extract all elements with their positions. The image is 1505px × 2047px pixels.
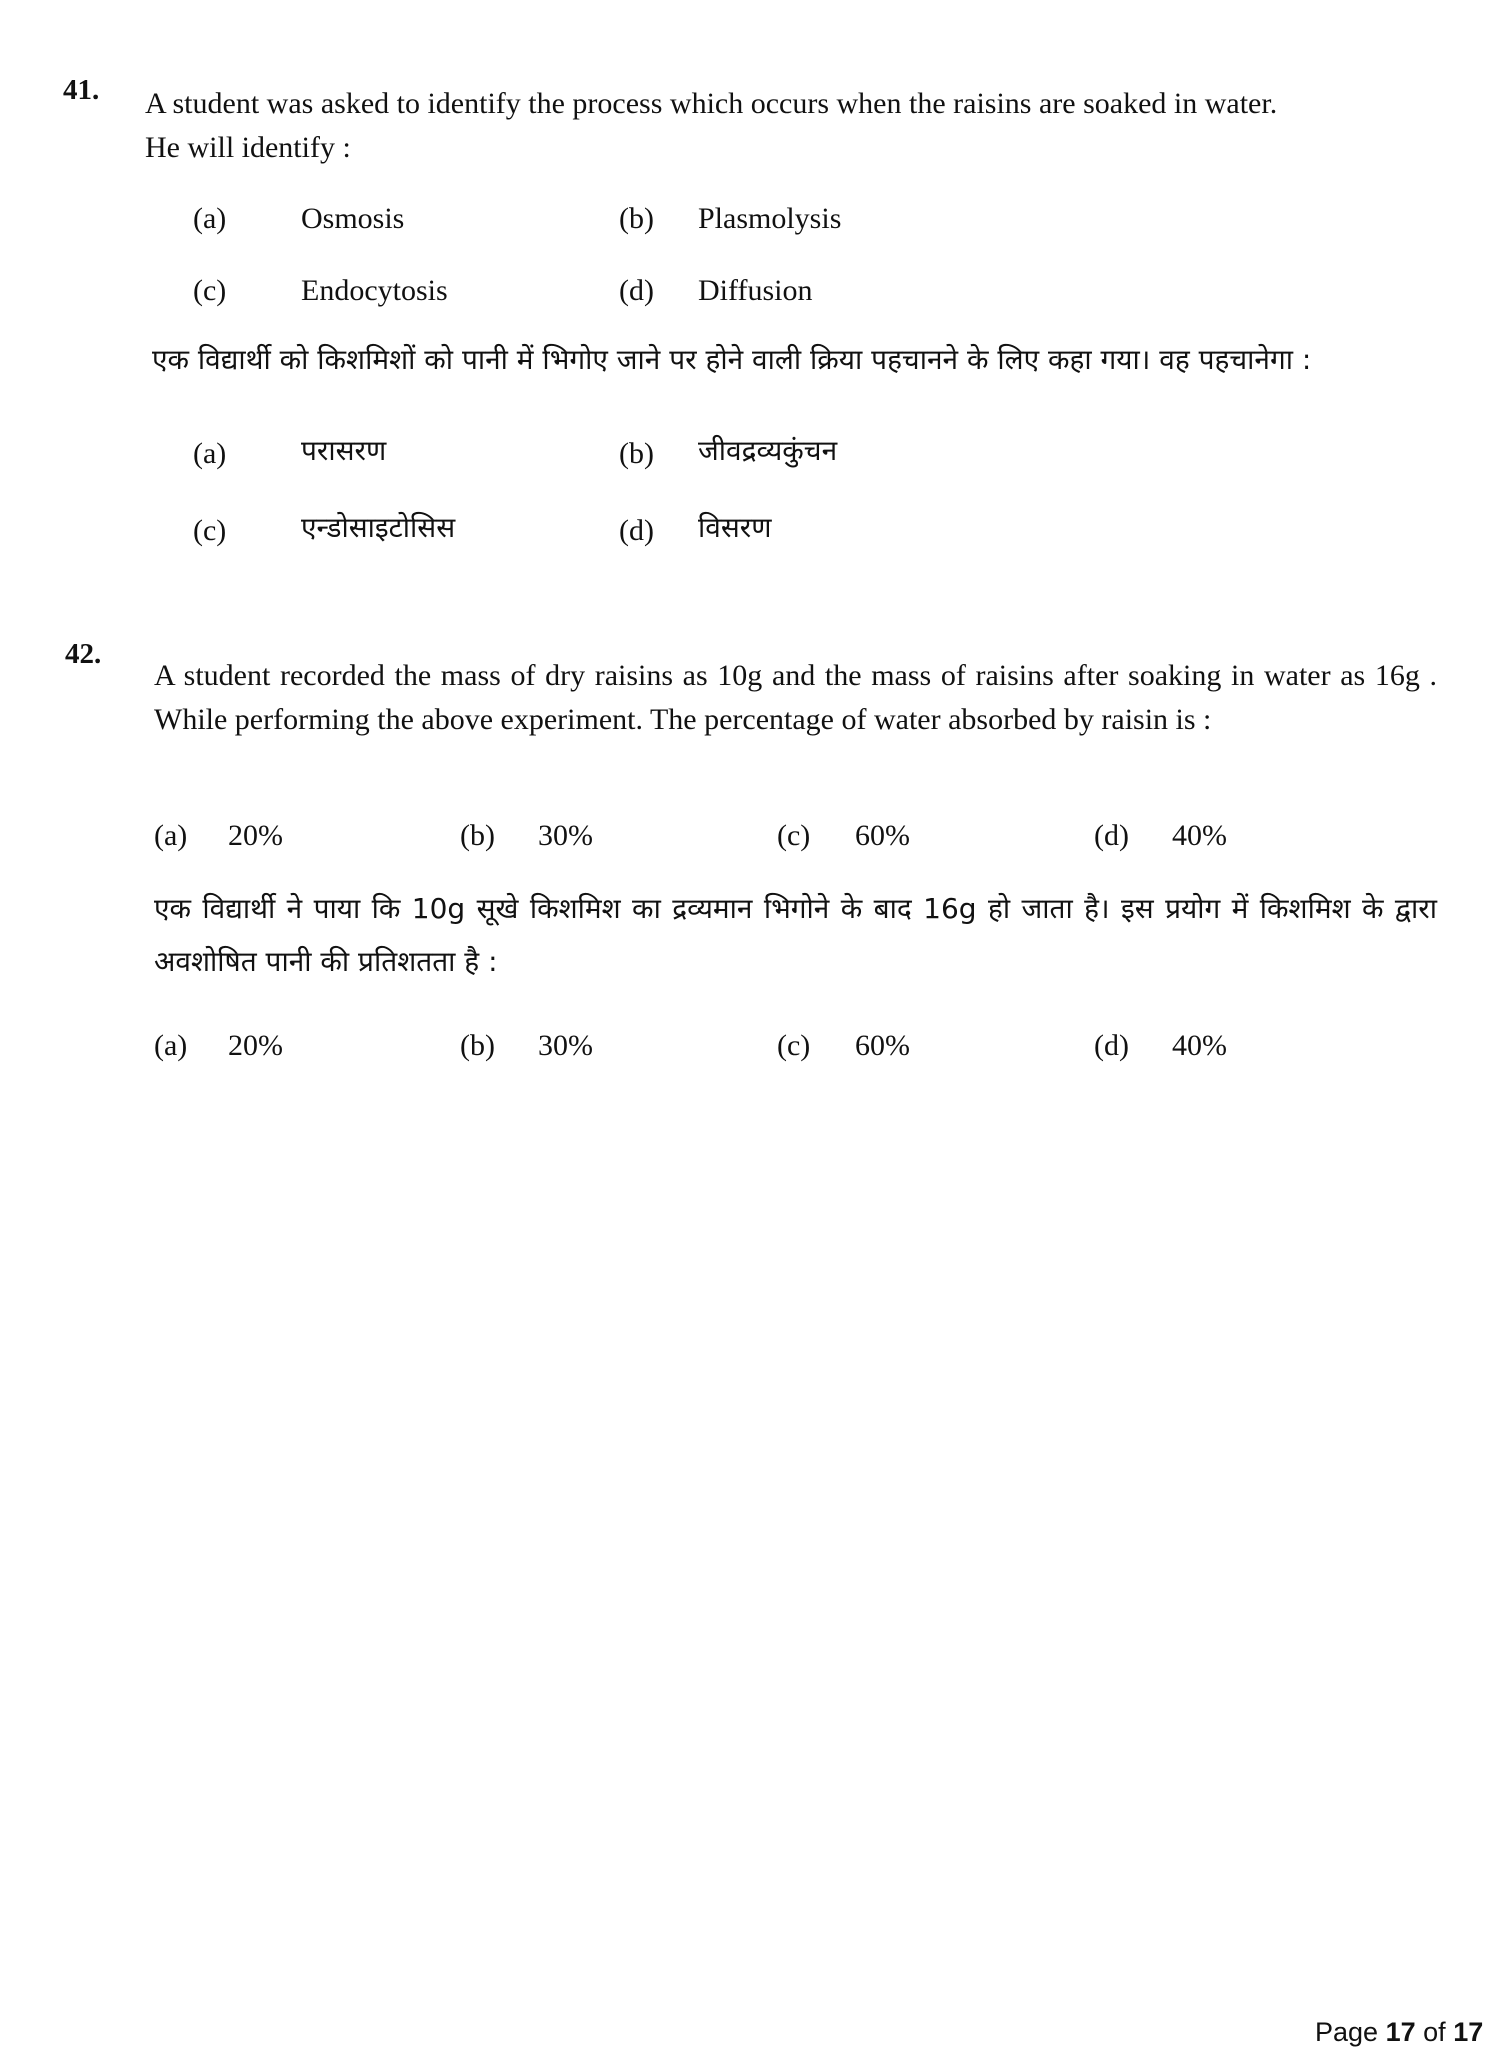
of-word: of [1423, 2017, 1446, 2047]
question-stem-line-2: He will identify : [145, 131, 351, 164]
option-label: (b) [460, 1029, 495, 1062]
question-number: 41. [63, 74, 100, 106]
option-text: Endocytosis [301, 274, 448, 307]
question-stem-hindi: एक विद्यार्थी को किशमिशों को पानी में भिगोए जाने पर होने वाली क्रिया पहचानने के लिए कहा गया। वह पहचानेगा : [152, 343, 1312, 376]
option-text: 60% [855, 1029, 910, 1062]
option-text: परासरण [301, 434, 387, 467]
option-label: (a) [154, 1029, 188, 1062]
option-label: (a) [193, 437, 227, 470]
option-label: (a) [154, 819, 188, 852]
option-label: (c) [193, 274, 227, 307]
option-label: (d) [619, 514, 654, 547]
option-label: (d) [1094, 1029, 1129, 1062]
option-label: (d) [619, 274, 654, 307]
option-label: (c) [777, 819, 811, 852]
option-text: 20% [228, 819, 283, 852]
page-word: Page [1315, 2017, 1379, 2047]
option-label: (b) [460, 819, 495, 852]
question-stem: A student recorded the mass of dry raisins as 10g and the mass of raisins after soaking in water as 16g . While performing the above experiment. The percentage of water absorbed by raisin is : [154, 659, 1437, 736]
option-text: विसरण [698, 511, 772, 544]
option-label: (c) [777, 1029, 811, 1062]
option-text: Plasmolysis [698, 202, 842, 235]
option-text: एन्डोसाइटोसिस [301, 511, 456, 544]
option-text: 40% [1172, 1029, 1227, 1062]
option-text: 60% [855, 819, 910, 852]
option-text: Osmosis [301, 202, 405, 235]
option-label: (c) [193, 514, 227, 547]
question-stem-hindi: एक विद्यार्थी ने पाया कि 10g सूखे किशमिश का द्रव्यमान भिगोने के बाद 16g हो जाता है। इस प्रयोग में किशमिश के द्वारा अवशोषित पानी की प्रतिशतता है : [154, 892, 1437, 978]
option-text: 30% [538, 1029, 593, 1062]
question-number: 42. [65, 638, 102, 670]
option-text: 20% [228, 1029, 283, 1062]
current-page-number: 17 [1385, 2017, 1416, 2047]
option-text: 40% [1172, 819, 1227, 852]
page-footer [1315, 2019, 1483, 2046]
option-text: जीवद्रव्यकुंचन [698, 434, 838, 467]
total-pages-number: 17 [1453, 2017, 1484, 2047]
option-label: (a) [193, 202, 227, 235]
question-stem-line-1: A student was asked to identify the process which occurs when the raisins are soaked in water. [145, 87, 1278, 120]
option-text: 30% [538, 819, 593, 852]
option-label: (b) [619, 437, 654, 470]
option-text: Diffusion [698, 274, 813, 307]
option-label: (d) [1094, 819, 1129, 852]
option-label: (b) [619, 202, 654, 235]
